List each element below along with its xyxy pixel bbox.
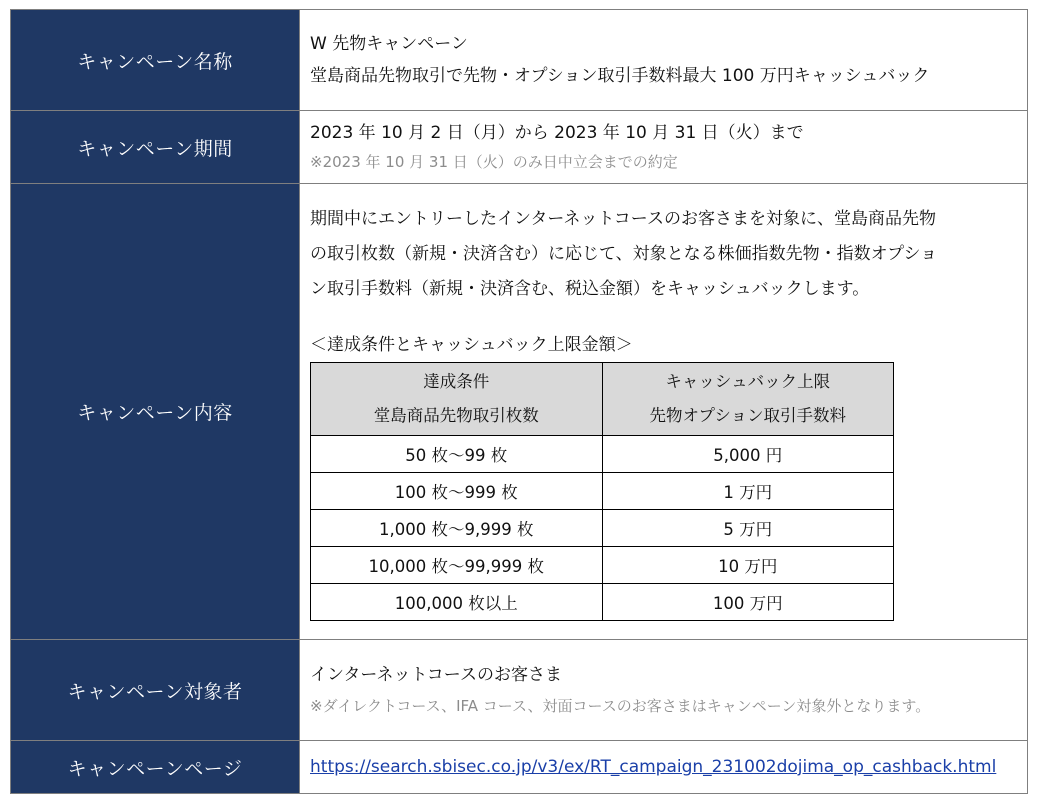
campaign-target-text: インターネットコースのお客さま bbox=[310, 664, 562, 685]
description-line: ン取引手数料（新規・決済含む、税込金額）をキャッシュバックします。 bbox=[310, 279, 870, 299]
cashback-table bbox=[310, 362, 894, 621]
campaign-page-cell bbox=[300, 741, 1028, 794]
cap-header-line1: キャッシュバック上限 bbox=[665, 372, 831, 391]
campaign-target-label: キャンペーン対象者 bbox=[11, 640, 300, 741]
cashback-table-header bbox=[311, 363, 894, 436]
campaign-name-label: キャンペーン名称 bbox=[11, 10, 300, 111]
condition-column-header bbox=[311, 363, 603, 436]
cashback-table-heading: ＜達成条件とキャッシュバック上限金額＞ bbox=[310, 335, 633, 355]
campaign-content-cell bbox=[300, 184, 1028, 640]
table-row bbox=[311, 584, 894, 621]
condition-cell: 50 枚～99 枚 bbox=[311, 436, 603, 473]
cap-header-line2: 先物オプション取引手数料 bbox=[649, 406, 846, 425]
description-line: 期間中にエントリーしたインターネットコースのお客さまを対象に、堂島商品先物 bbox=[310, 209, 936, 229]
row-campaign-content bbox=[11, 184, 1028, 640]
campaign-page-label: キャンペーンページ bbox=[11, 741, 300, 794]
row-campaign-target bbox=[11, 640, 1028, 741]
campaign-period-cell bbox=[300, 111, 1028, 184]
condition-header-line2: 堂島商品先物取引枚数 bbox=[373, 406, 539, 425]
table-row bbox=[311, 510, 894, 547]
table-row bbox=[311, 436, 894, 473]
condition-cell: 1,000 枚～9,999 枚 bbox=[311, 510, 603, 547]
table-row bbox=[311, 473, 894, 510]
campaign-period-label: キャンペーン期間 bbox=[11, 111, 300, 184]
condition-cell: 10,000 枚～99,999 枚 bbox=[311, 547, 603, 584]
row-campaign-page bbox=[11, 741, 1028, 794]
description-line: の取引枚数（新規・決済含む）に応じて、対象となる株価指数先物・指数オプショ bbox=[310, 244, 938, 264]
cap-cell: 5,000 円 bbox=[602, 436, 894, 473]
cap-cell: 10 万円 bbox=[602, 547, 894, 584]
campaign-info-table bbox=[10, 9, 1028, 794]
cap-cell: 100 万円 bbox=[602, 584, 894, 621]
campaign-name-line2: 堂島商品先物取引で先物・オプション取引手数料最大 100 万円キャッシュバック bbox=[310, 66, 930, 86]
condition-header-line1: 達成条件 bbox=[423, 372, 490, 391]
condition-cell: 100,000 枚以上 bbox=[311, 584, 603, 621]
row-campaign-period bbox=[11, 111, 1028, 184]
cap-cell: 1 万円 bbox=[602, 473, 894, 510]
campaign-period-note: ※2023 年 10 月 31 日（火）のみ日中立会までの約定 bbox=[310, 153, 678, 172]
cap-column-header bbox=[602, 363, 894, 436]
condition-cell: 100 枚～999 枚 bbox=[311, 473, 603, 510]
campaign-content-label: キャンペーン内容 bbox=[11, 184, 300, 640]
campaign-name-cell bbox=[300, 10, 1028, 111]
campaign-page-link[interactable]: https://search.sbisec.co.jp/v3/ex/RT_campaign_231002dojima_op_cashback.html bbox=[310, 756, 997, 777]
row-campaign-name bbox=[11, 10, 1028, 111]
campaign-target-cell bbox=[300, 640, 1028, 741]
campaign-target-note: ※ダイレクトコース、IFA コース、対面コースのお客さまはキャンペーン対象外となります。 bbox=[310, 697, 931, 716]
campaign-description bbox=[310, 202, 1027, 307]
table-row bbox=[311, 547, 894, 584]
campaign-name-line1: W 先物キャンペーン bbox=[310, 33, 468, 54]
cap-cell: 5 万円 bbox=[602, 510, 894, 547]
campaign-period-dates: 2023 年 10 月 2 日（月）から 2023 年 10 月 31 日（火）まで bbox=[310, 122, 804, 143]
